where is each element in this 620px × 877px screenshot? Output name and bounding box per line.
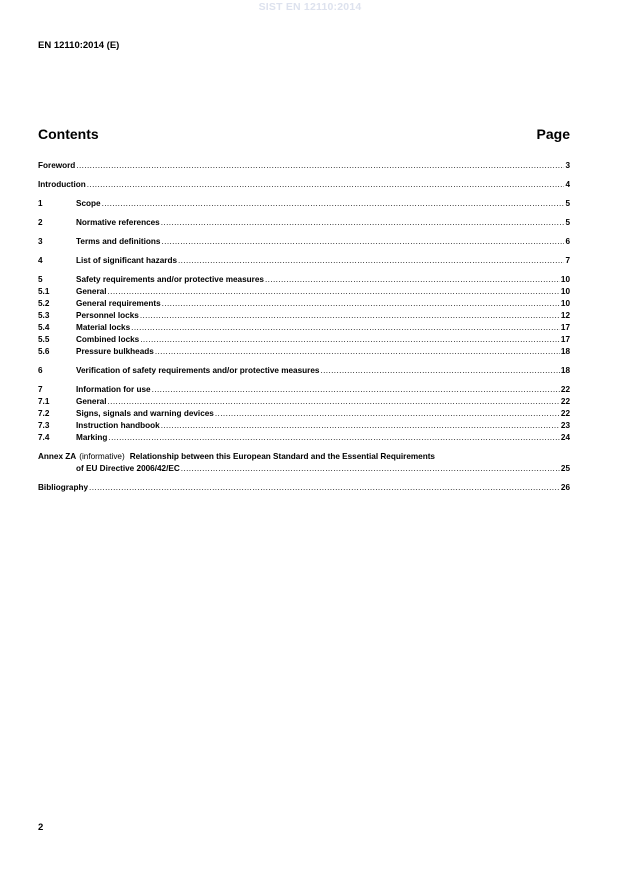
toc-entry-label: Terms and definitions — [76, 237, 161, 246]
toc-entry-number: 5.5 — [38, 335, 50, 344]
toc-entry-label: Bibliography — [38, 483, 89, 492]
toc-entry-page: 18 — [560, 347, 570, 356]
toc-entry-label: Information for use — [76, 385, 151, 394]
toc-entry-5-1-general[interactable] — [38, 285, 570, 297]
toc-entry-foreword[interactable] — [38, 159, 570, 171]
toc-entry-page: 25 — [560, 464, 570, 473]
toc-entry-number: 5.6 — [38, 347, 50, 356]
toc-entry-label: Pressure bulkheads — [76, 347, 154, 356]
toc-entry-7-2-signs-signals[interactable] — [38, 407, 570, 419]
toc-entry-list-of-hazards[interactable] — [38, 254, 570, 266]
toc-entry-page: 22 — [560, 409, 570, 418]
document-id-header: EN 12110:2014 (E) — [38, 40, 120, 51]
toc-leader-dots — [102, 199, 565, 209]
toc-leader-dots — [155, 347, 560, 357]
toc-entry-page: 17 — [560, 335, 570, 344]
toc-entry-label: Foreword — [38, 161, 76, 170]
toc-entry-number: 6 — [38, 366, 43, 375]
toc-entry-scope[interactable] — [38, 197, 570, 209]
toc-entry-5-4-material-locks[interactable] — [38, 321, 570, 333]
toc-entry-number: 7 — [38, 385, 43, 394]
toc-entry-label: Material locks — [76, 323, 131, 332]
toc-leader-dots — [140, 311, 560, 321]
toc-entry-7-3-instruction-handbook[interactable] — [38, 419, 570, 431]
toc-entry-label: Marking — [76, 433, 108, 442]
toc-leader-dots — [162, 299, 560, 309]
toc-entry-label: Safety requirements and/or protective measures — [76, 275, 264, 284]
toc-entry-introduction[interactable] — [38, 178, 570, 190]
toc-entry-number: 5.2 — [38, 299, 50, 308]
toc-leader-dots — [320, 366, 559, 376]
toc-entry-page: 7 — [565, 256, 570, 265]
toc-entry-number: 7.1 — [38, 397, 50, 406]
toc-entry-number: 7.4 — [38, 433, 50, 442]
toc-entry-number: 1 — [38, 199, 43, 208]
toc-entry-label: Instruction handbook — [76, 421, 160, 430]
toc-entry-number: 5.4 — [38, 323, 50, 332]
toc-leader-dots — [76, 161, 564, 171]
toc-entry-number: 2 — [38, 218, 43, 227]
toc-entry-label: General — [76, 397, 107, 406]
toc-entry-label: Scope — [76, 199, 101, 208]
contents-title: Contents — [38, 126, 99, 142]
toc-entry-page: 26 — [560, 483, 570, 492]
toc-entry-page: 24 — [560, 433, 570, 442]
toc-leader-dots — [108, 397, 560, 407]
toc-entry-terms-and-definitions[interactable] — [38, 235, 570, 247]
toc-leader-dots — [131, 323, 560, 333]
toc-entry-7-1-general[interactable] — [38, 395, 570, 407]
toc-entry-safety-requirements[interactable] — [38, 273, 570, 285]
toc-entry-label: Normative references — [76, 218, 160, 227]
toc-entry-number: 7.2 — [38, 409, 50, 418]
toc-leader-dots — [178, 256, 564, 266]
annex-title-line2: of EU Directive 2006/42/EC — [76, 464, 180, 473]
annex-title-line1: Relationship between this European Standard and the Essential Requirements — [129, 452, 435, 461]
annex-type: (informative) — [79, 452, 125, 461]
toc-entry-page: 18 — [560, 366, 570, 375]
toc-leader-dots — [215, 409, 560, 419]
contents-heading — [38, 126, 570, 142]
toc-entry-page: 17 — [560, 323, 570, 332]
toc-entry-page: 10 — [560, 287, 570, 296]
toc-leader-dots — [108, 433, 559, 443]
toc-entry-page: 22 — [560, 385, 570, 394]
toc-entry-normative-references[interactable] — [38, 216, 570, 228]
toc-entry-page: 23 — [560, 421, 570, 430]
toc-entry-label: General — [76, 287, 107, 296]
toc-entry-page: 4 — [565, 180, 570, 189]
page-number: 2 — [38, 822, 44, 833]
toc-entry-5-6-pressure-bulkheads[interactable] — [38, 345, 570, 357]
toc-entry-page: 3 — [565, 161, 570, 170]
toc-entry-5-2-general-requirements[interactable] — [38, 297, 570, 309]
toc-entry-number: 5.3 — [38, 311, 50, 320]
toc-entry-number: 4 — [38, 256, 43, 265]
toc-leader-dots — [161, 421, 560, 431]
toc-entry-page: 22 — [560, 397, 570, 406]
toc-entry-annex-za[interactable] — [38, 450, 570, 462]
toc-entry-5-3-personnel-locks[interactable] — [38, 309, 570, 321]
toc-entry-page: 10 — [560, 299, 570, 308]
toc-entry-number: 5 — [38, 275, 43, 284]
toc-entry-label: General requirements — [76, 299, 161, 308]
watermark: SIST EN 12110:2014 — [258, 1, 362, 13]
page-column-label: Page — [536, 126, 570, 142]
toc-entry-annex-za-continued[interactable] — [38, 462, 570, 474]
toc-entry-label: List of significant hazards — [76, 256, 177, 265]
toc-entry-page: 12 — [560, 311, 570, 320]
toc-entry-bibliography[interactable] — [38, 481, 570, 493]
toc-entry-label: Combined locks — [76, 335, 140, 344]
toc-leader-dots — [161, 218, 565, 228]
toc-entry-label: Introduction — [38, 180, 86, 189]
toc-entry-verification[interactable] — [38, 364, 570, 376]
toc-leader-dots — [140, 335, 560, 345]
toc-entry-page: 10 — [560, 275, 570, 284]
toc-leader-dots — [181, 464, 560, 474]
toc-entry-page: 6 — [565, 237, 570, 246]
toc-entry-label: Signs, signals and warning devices — [76, 409, 214, 418]
toc-entry-label: Personnel locks — [76, 311, 139, 320]
toc-leader-dots — [108, 287, 560, 297]
annex-prefix: Annex ZA — [38, 452, 77, 461]
toc-leader-dots — [87, 180, 565, 190]
toc-entry-5-5-combined-locks[interactable] — [38, 333, 570, 345]
toc-entry-label: Verification of safety requirements and/or protective measures — [76, 366, 320, 375]
toc-leader-dots — [161, 237, 564, 247]
toc-entry-page: 5 — [565, 199, 570, 208]
toc-entry-page: 5 — [565, 218, 570, 227]
toc-entry-number: 5.1 — [38, 287, 50, 296]
toc-entry-number: 7.3 — [38, 421, 50, 430]
toc-leader-dots — [265, 275, 560, 285]
toc-leader-dots — [89, 483, 560, 493]
toc-entry-7-4-marking[interactable] — [38, 431, 570, 443]
toc-entry-number: 3 — [38, 237, 43, 246]
toc-leader-dots — [152, 385, 560, 395]
toc-entry-information-for-use[interactable] — [38, 383, 570, 395]
